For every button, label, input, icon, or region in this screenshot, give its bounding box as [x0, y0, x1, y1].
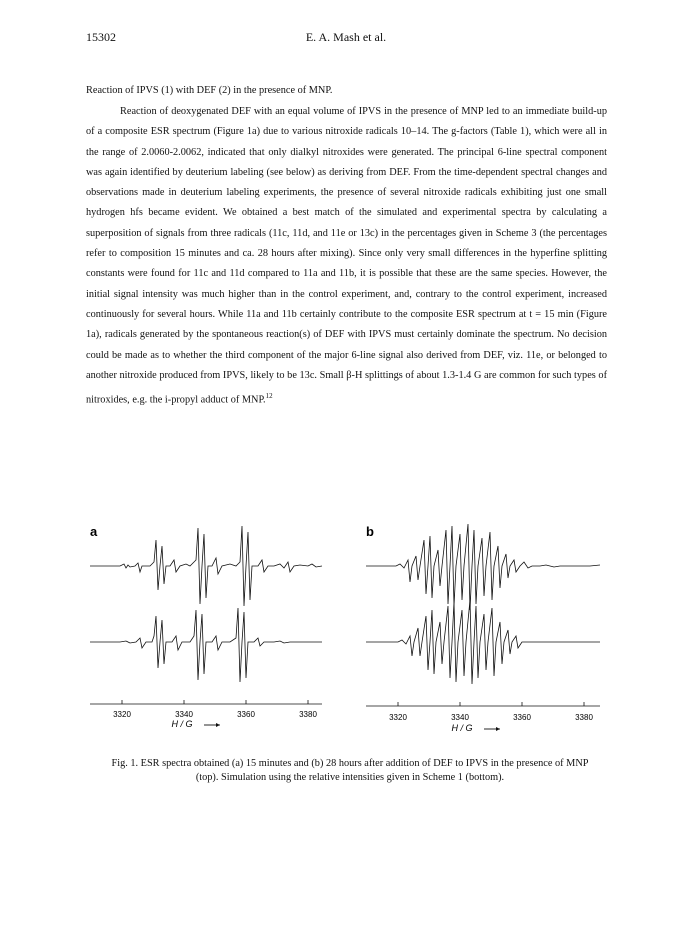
panel-b-tick-label: 3380 [575, 713, 593, 722]
page-number: 15302 [86, 30, 116, 44]
running-head [86, 30, 606, 45]
figure-caption: Fig. 1. ESR spectra obtained (a) 15 minutes and (b) 28 hours after addition of DEF to IPVS in the presence of MNP (top). Simulation using the relative intensities given in Scheme 1 (bottom). [111, 758, 589, 783]
panel-a-label: a [90, 524, 98, 539]
esr-spectra-figure [90, 510, 610, 755]
panel-a-experimental-trace [90, 526, 322, 606]
figure-1 [90, 510, 610, 790]
panel-a-arrowhead [216, 723, 220, 727]
body-paragraph [86, 102, 607, 411]
paragraph-text: Reaction of deoxygenated DEF with an equal volume of IPVS in the presence of MNP led to an immediate build-up of a composite ESR spectrum (Figure 1a) due to various nitroxide radicals 10–14. The g-factors (Table 1), which were all in the range of 2.0060-2.0062, indicated that only dialkyl nitroxides were generated. The principal 6-line spectral component was again identified by deuterium labeling (see below) as deriving from DEF. From the time-dependent spectral changes and observations made in deuterium labeling experiments, the presence of several nitroxide radicals exhibiting just one small hydrogen hfs became evident. We obtained a best match of the simulated and experimental spectra by calculating a superposition of signals from three radicals (11c, 11d, and 11e or 13c) in the percentages given in Scheme 3 (the percentages refer to composition 15 minutes and ca. 28 hours after mixing). Since only very small differences in the hyperfine splitting constants were found for 11c and 11d compared to 11a and 11b, it is possible that these are the same species. However, the initial signal intensity was much higher than in the control experiment, and, contrary to the control experiment, increased continuously for several hours. While 11a and 11b certainly contribute to the composite ESR spectrum at t = 15 min (Figure 1a), radicals generated by the spontaneous reaction(s) of DEF with IPVS must certainly dominate the spectrum. No decision could be made as to whether the third component of the major 6-line signal also derived from DEF, viz. 11e, or belonged to another nitroxide produced from IPVS, likely to be 13c. Small β-H splittings of about 1.3-1.4 G are common for such types of nitroxides, e.g. the i-propyl adduct of MNP. [86, 106, 607, 406]
panel-b-tick-label: 3340 [451, 713, 469, 722]
panel-a-simulated-trace [90, 608, 322, 682]
panel-b-axis-label: H / G [451, 723, 473, 733]
section-heading: Reaction of IPVS (1) with DEF (2) in the presence of MNP. [86, 85, 333, 96]
panel-a-tick-label: 3380 [299, 710, 317, 719]
panel-b-experimental-trace [366, 524, 600, 610]
running-head-text: E. A. Mash et al. [305, 30, 387, 44]
reference-superscript: 12 [265, 392, 273, 401]
panel-a-axis-label: H / G [171, 719, 193, 729]
panel-b-arrowhead [496, 727, 500, 731]
panel-a-tick-label: 3360 [237, 710, 255, 719]
panel-b-simulated-trace [366, 600, 600, 684]
page-header [86, 30, 606, 50]
panel-a-tick-label: 3340 [175, 710, 193, 719]
panel-b-label: b [366, 524, 374, 539]
panel-a-tick-label: 3320 [113, 710, 131, 719]
panel-b-tick-label: 3360 [513, 713, 531, 722]
panel-b-tick-label: 3320 [389, 713, 407, 722]
